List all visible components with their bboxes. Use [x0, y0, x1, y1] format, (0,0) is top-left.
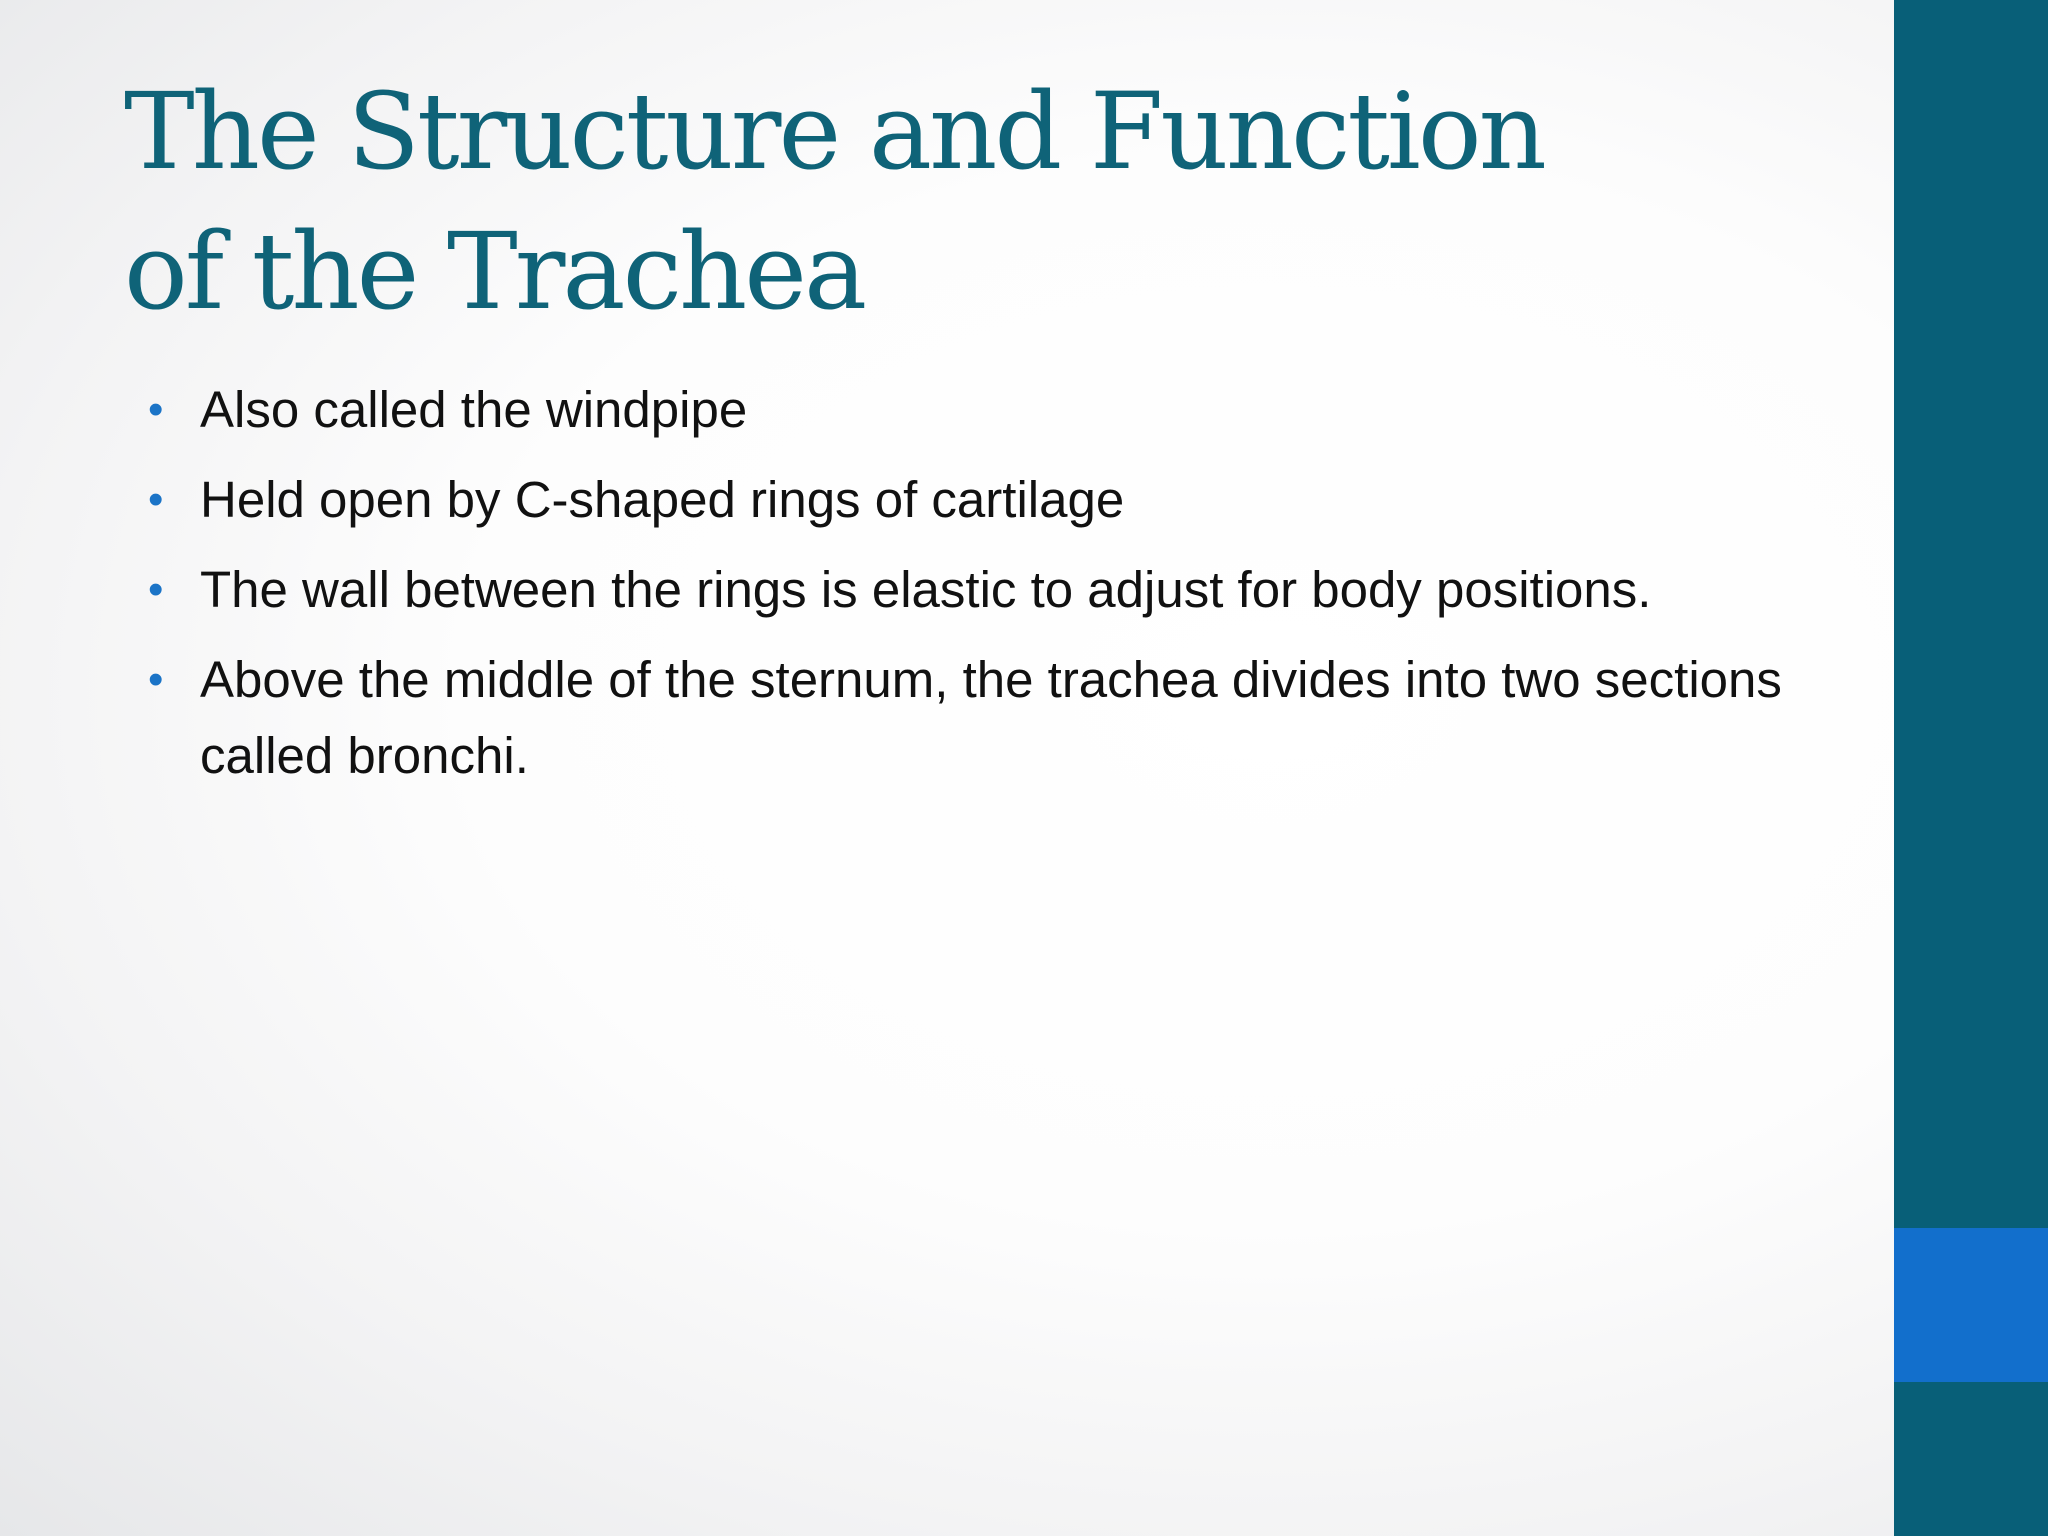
bullet-list — [148, 372, 1828, 808]
bullet-dot-icon: • — [148, 565, 164, 614]
bullet-dot-icon: • — [148, 385, 164, 434]
bullet-item — [148, 462, 1828, 538]
bullet-text: The wall between the rings is elastic to adjust for body positions. — [200, 561, 1652, 618]
bullet-item — [148, 642, 1828, 794]
bullet-text: Also called the windpipe — [200, 381, 748, 438]
slide-title-line-2: of the Trachea — [124, 210, 865, 333]
bullet-dot-icon: • — [148, 655, 164, 704]
bullet-item — [148, 552, 1828, 628]
bullet-item — [148, 372, 1828, 448]
bullet-text: Held open by C-shaped rings of cartilage — [200, 471, 1125, 528]
right-bar-main-band — [1894, 0, 2048, 1228]
bullet-dot-icon: • — [148, 475, 164, 524]
right-decorative-bar — [1894, 0, 2048, 1536]
bullet-text: Above the middle of the sternum, the trachea divides into two sections called bronchi. — [200, 651, 1782, 784]
right-bar-accent-band — [1894, 1228, 2048, 1382]
slide-title-line-1: The Structure and Function — [124, 70, 1544, 193]
right-bar-bottom-band — [1894, 1382, 2048, 1536]
slide-title — [124, 62, 1824, 342]
